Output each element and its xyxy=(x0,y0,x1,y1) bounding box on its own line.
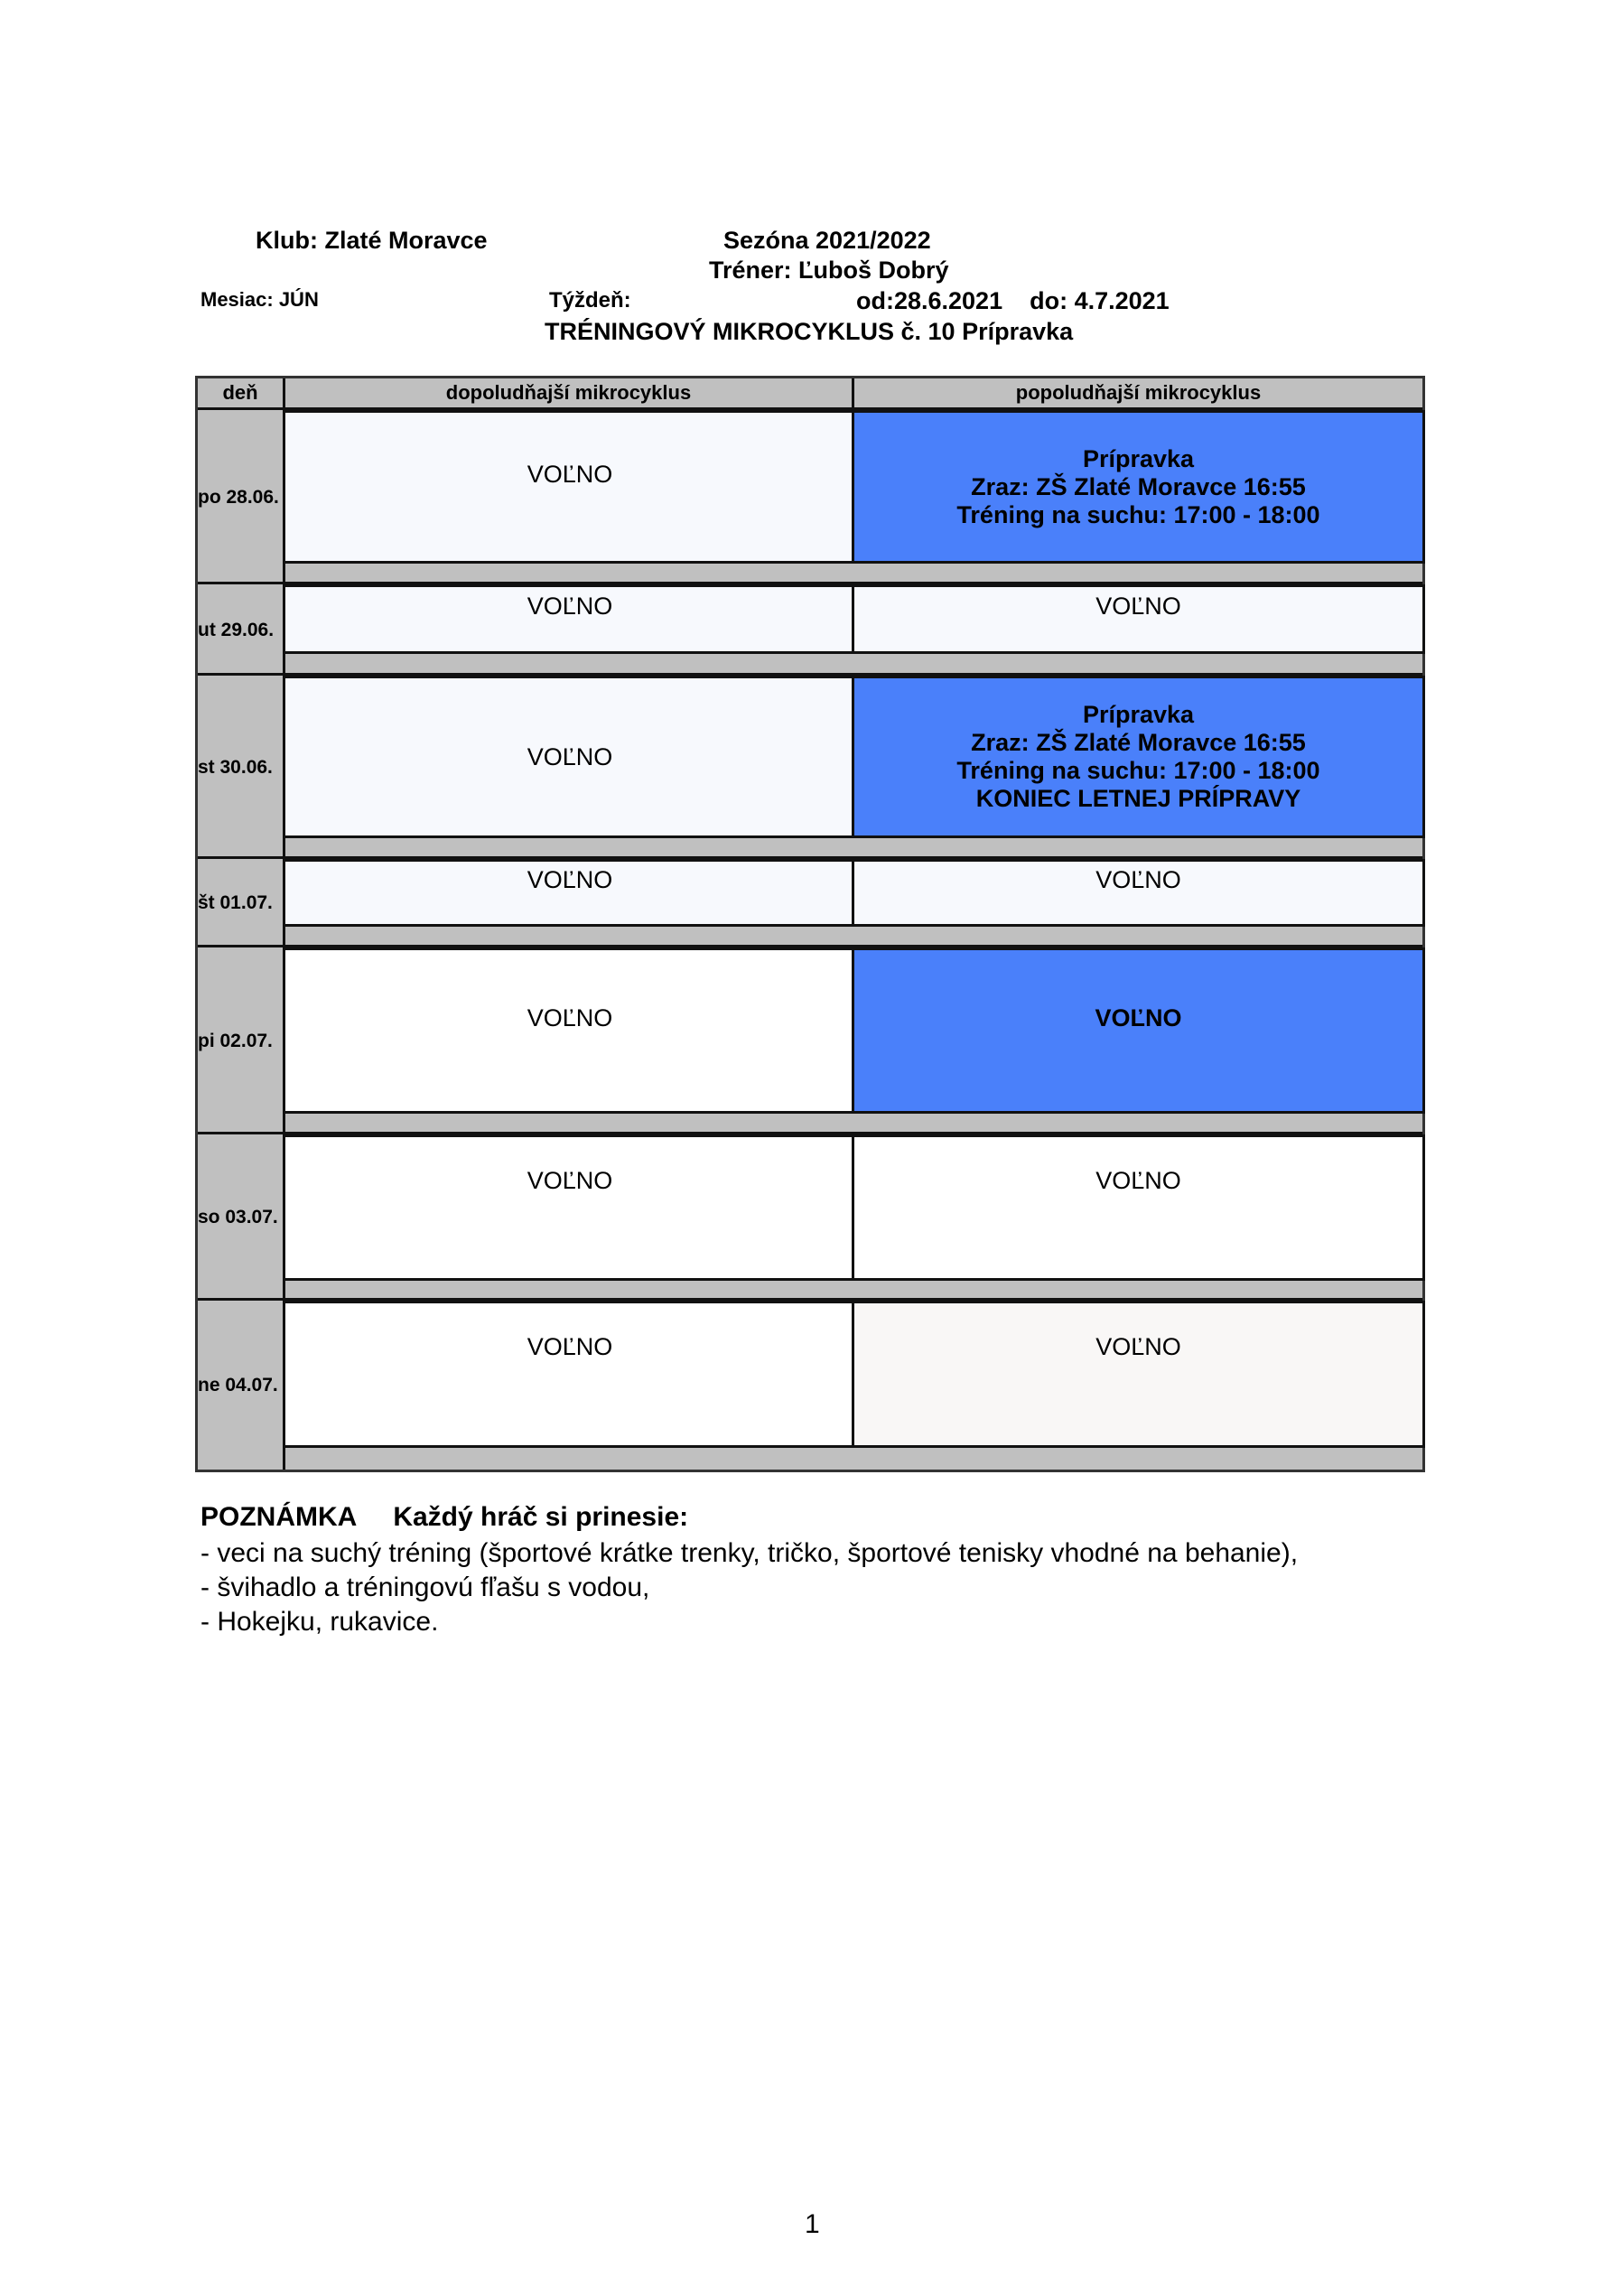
table-row xyxy=(198,859,1422,947)
club-name: Klub: Zlaté Moravce xyxy=(256,227,488,254)
date-range: od:28.6.2021 do: 4.7.2021 xyxy=(856,287,1170,314)
morning-cell xyxy=(283,676,857,838)
cell-line: VOĽNO xyxy=(1095,1003,1182,1031)
cell-content xyxy=(527,461,613,489)
cell-line: VOĽNO xyxy=(527,1333,613,1360)
cell-line: VOĽNO xyxy=(527,1003,613,1031)
afternoon-cell xyxy=(852,584,1425,654)
cell-line: Zraz: ZŠ Zlaté Moravce 16:55 xyxy=(971,472,1306,500)
cell-content xyxy=(956,445,1319,529)
cell-content xyxy=(527,866,613,894)
cell-line: VOĽNO xyxy=(1095,593,1181,620)
cell-content xyxy=(527,1333,613,1361)
cell-line: Prípravka xyxy=(1082,701,1195,728)
morning-cell xyxy=(283,584,857,654)
cell-content xyxy=(527,743,613,771)
morning-cell xyxy=(283,859,857,927)
schedule-table xyxy=(195,376,1425,1472)
month: Mesiac: JÚN xyxy=(200,288,319,311)
column-header-afternoon: popoludňajší mikrocyklus xyxy=(854,378,1422,407)
morning-cell xyxy=(283,947,857,1114)
season: Sezóna 2021/2022 xyxy=(723,227,931,254)
cell-content xyxy=(527,1167,613,1195)
cell-line: KONIEC LETNEJ PRÍPRAVY xyxy=(975,785,1301,812)
day-cell: so 03.07. xyxy=(198,1134,285,1301)
page-number: 1 xyxy=(805,2209,820,2239)
note-label: POZNÁMKA xyxy=(200,1502,358,1532)
table-row xyxy=(198,1134,1422,1301)
column-header-morning: dopoludňajší mikrocyklus xyxy=(285,378,854,407)
note-title xyxy=(200,1502,688,1533)
day-cell: ut 29.06. xyxy=(198,584,285,676)
morning-cell xyxy=(283,410,857,564)
morning-cell xyxy=(283,1134,857,1281)
afternoon-cell xyxy=(852,676,1425,838)
note-heading: Každý hráč si prinesie: xyxy=(393,1502,689,1532)
cell-line: VOĽNO xyxy=(527,1166,613,1194)
cell-line: VOĽNO xyxy=(527,460,613,488)
week-label: Týždeň: xyxy=(549,288,631,313)
note-line: - Hokejku, rukavice. xyxy=(200,1607,439,1637)
coach-name: Tréner: Ľuboš Dobrý xyxy=(709,257,949,284)
column-header-day: deň xyxy=(198,378,285,407)
cell-line: VOĽNO xyxy=(527,742,613,770)
day-cell: št 01.07. xyxy=(198,859,285,947)
day-cell: pi 02.07. xyxy=(198,947,285,1134)
cell-line: VOĽNO xyxy=(1095,1166,1181,1194)
afternoon-cell xyxy=(852,1134,1425,1281)
cell-line: Prípravka xyxy=(1082,444,1195,472)
cell-content xyxy=(1095,1167,1181,1195)
afternoon-cell xyxy=(852,410,1425,564)
day-cell: ne 04.07. xyxy=(198,1301,285,1470)
cell-line: Tréning na suchu: 17:00 - 18:00 xyxy=(956,757,1320,784)
afternoon-cell xyxy=(852,947,1425,1114)
cell-content xyxy=(527,593,613,621)
cell-content xyxy=(1095,866,1181,894)
note-line: - švihadlo a tréningovú fľašu s vodou, xyxy=(200,1573,650,1602)
table-header-row xyxy=(198,378,1422,407)
cell-line: VOĽNO xyxy=(1095,1333,1181,1360)
cell-content xyxy=(1095,1004,1181,1032)
day-cell: st 30.06. xyxy=(198,676,285,859)
microcycle-title: TRÉNINGOVÝ MIKROCYKLUS č. 10 Prípravka xyxy=(545,318,1074,345)
cell-content xyxy=(956,701,1319,813)
cell-line: VOĽNO xyxy=(1095,866,1181,893)
table-row xyxy=(198,1301,1422,1470)
table-row xyxy=(198,584,1422,676)
note-line: - veci na suchý tréning (športové krátke trenky, tričko, športové tenisky vhodné na behanie), xyxy=(200,1538,1299,1568)
table-row xyxy=(198,410,1422,584)
table-row xyxy=(198,676,1422,859)
afternoon-cell xyxy=(852,859,1425,927)
day-cell: po 28.06. xyxy=(198,410,285,584)
cell-content xyxy=(1095,593,1181,621)
table-row xyxy=(198,947,1422,1134)
afternoon-cell xyxy=(852,1301,1425,1448)
cell-line: Tréning na suchu: 17:00 - 18:00 xyxy=(956,500,1320,528)
cell-content xyxy=(1095,1333,1181,1361)
cell-line: VOĽNO xyxy=(527,593,613,620)
cell-line: Zraz: ZŠ Zlaté Moravce 16:55 xyxy=(971,729,1306,756)
cell-content xyxy=(527,1004,613,1032)
cell-line: VOĽNO xyxy=(527,866,613,893)
morning-cell xyxy=(283,1301,857,1448)
